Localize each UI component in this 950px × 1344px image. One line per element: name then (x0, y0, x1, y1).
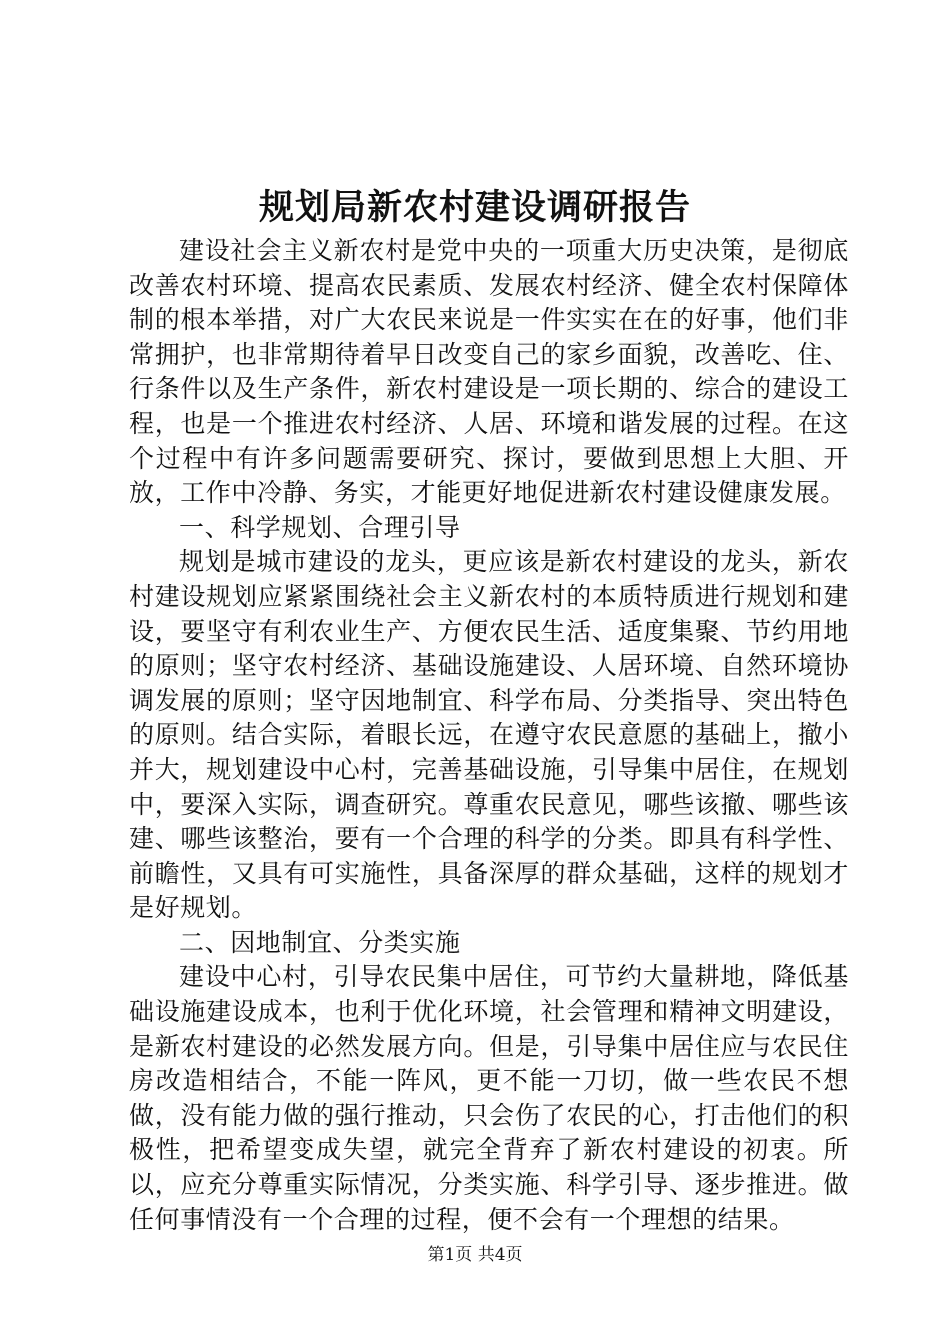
page-number-footer: 第1页 共4页 (427, 1245, 523, 1265)
section-heading-1: 一、科学规划、合理引导 (179, 512, 461, 542)
section-heading-2: 二、因地制宜、分类实施 (179, 927, 461, 957)
document-body (129, 234, 849, 1237)
document-title: 规划局新农村建设调研报告 (258, 187, 691, 228)
paragraph-intro: 建设社会主义新农村是党中央的一项重大历史决策，是彻底改善农村环境、提高农民素质、发展农村经济、健全农村保障体制的根本举措，对广大农民来说是一件实实在在的好事，他们非常拥护，也非常期待着早日改变自己的家乡面貌，改善吃、住、行条件以及生产条件，新农村建设是一项长期的、综合的建设工程，也是一个推进农村经济、人居、环境和谐发展的过程。在这个过程中有许多问题需要研究、探讨，要做到思想上大胆、开放，工作中冷静、务实，才能更好地促进新农村建设健康发展。 (129, 236, 849, 508)
paragraph-section-1: 规划是城市建设的龙头，更应该是新农村建设的龙头，新农村建设规划应紧紧围绕社会主义新农村的本质特质进行规划和建设，要坚守有利农业生产、方便农民生活、适度集聚、节约用地的原则；坚守农村经济、基础设施建设、人居环境、自然环境协调发展的原则；坚守因地制宜、科学布局、分类指导、突出特色的原则。结合实际，着眼长远，在遵守农民意愿的基础上，撤小并大，规划建设中心村，完善基础设施，引导集中居住，在规划中，要深入实际，调查研究。尊重农民意见，哪些该撤、哪些该建、哪些该整治，要有一个合理的科学的分类。即具有科学性、前瞻性，又具有可实施性，具备深厚的群众基础，这样的规划才是好规划。 (129, 547, 849, 923)
paragraph-section-2: 建设中心村，引导农民集中居住，可节约大量耕地，降低基础设施建设成本，也利于优化环境，社会管理和精神文明建设，是新农村建设的必然发展方向。但是，引导集中居住应与农民住房改造相结合，不能一阵风，更不能一刀切，做一些农民不想做，没有能力做的强行推动，只会伤了农民的心，打击他们的积极性，把希望变成失望，就完全背弃了新农村建设的初衷。所以，应充分尊重实际情况，分类实施、科学引导、逐步推进。做任何事情没有一个合理的过程，便不会有一个理想的结果。 (129, 962, 849, 1234)
